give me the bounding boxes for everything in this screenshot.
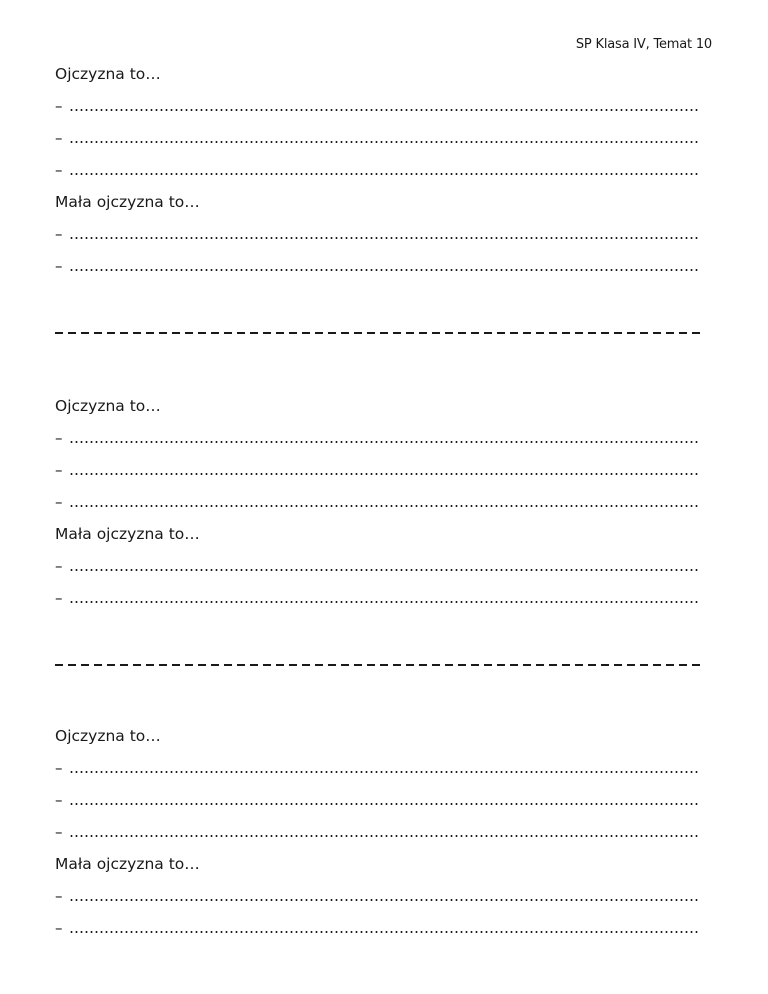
dotted-fill [69, 601, 699, 603]
dotted-fill [69, 505, 699, 507]
dotted-fill [69, 109, 699, 111]
answer-line[interactable] [55, 122, 699, 154]
dotted-fill [69, 173, 699, 175]
section-2 [55, 390, 699, 614]
answer-line[interactable] [55, 422, 699, 454]
section-1-heading-ojczyzna: Ojczyzna to… [55, 65, 161, 83]
line-dash: – [55, 129, 63, 147]
line-dash: – [55, 225, 63, 243]
answer-line[interactable] [55, 250, 699, 282]
line-dash: – [55, 257, 63, 275]
section-3 [55, 720, 699, 944]
dotted-fill [69, 141, 699, 143]
cut-line-1 [55, 332, 705, 334]
dotted-fill [69, 899, 699, 901]
section-3-heading-ojczyzna: Ojczyzna to… [55, 727, 161, 745]
answer-line[interactable] [55, 784, 699, 816]
line-dash: – [55, 887, 63, 905]
section-3-heading-mala-ojczyzna: Mała ojczyzna to… [55, 855, 200, 873]
dotted-fill [69, 803, 699, 805]
answer-line[interactable] [55, 912, 699, 944]
line-dash: – [55, 161, 63, 179]
page-header: SP Klasa IV, Temat 10 [575, 37, 712, 52]
line-dash: – [55, 461, 63, 479]
answer-line[interactable] [55, 454, 699, 486]
line-dash: – [55, 493, 63, 511]
section-1-heading-mala-ojczyzna: Mała ojczyzna to… [55, 193, 200, 211]
line-dash: – [55, 97, 63, 115]
dotted-fill [69, 237, 699, 239]
answer-line[interactable] [55, 154, 699, 186]
section-1 [55, 58, 699, 282]
answer-line[interactable] [55, 582, 699, 614]
dotted-fill [69, 473, 699, 475]
answer-line[interactable] [55, 752, 699, 784]
dotted-fill [69, 441, 699, 443]
answer-line[interactable] [55, 816, 699, 848]
line-dash: – [55, 823, 63, 841]
dotted-fill [69, 931, 699, 933]
line-dash: – [55, 557, 63, 575]
answer-line[interactable] [55, 218, 699, 250]
line-dash: – [55, 791, 63, 809]
dotted-fill [69, 269, 699, 271]
line-dash: – [55, 589, 63, 607]
line-dash: – [55, 429, 63, 447]
dotted-fill [69, 771, 699, 773]
answer-line[interactable] [55, 880, 699, 912]
section-2-heading-mala-ojczyzna: Mała ojczyzna to… [55, 525, 200, 543]
dotted-fill [69, 569, 699, 571]
answer-line[interactable] [55, 90, 699, 122]
section-2-heading-ojczyzna: Ojczyzna to… [55, 397, 161, 415]
line-dash: – [55, 919, 63, 937]
line-dash: – [55, 759, 63, 777]
answer-line[interactable] [55, 486, 699, 518]
cut-line-2 [55, 664, 705, 666]
answer-line[interactable] [55, 550, 699, 582]
dotted-fill [69, 835, 699, 837]
